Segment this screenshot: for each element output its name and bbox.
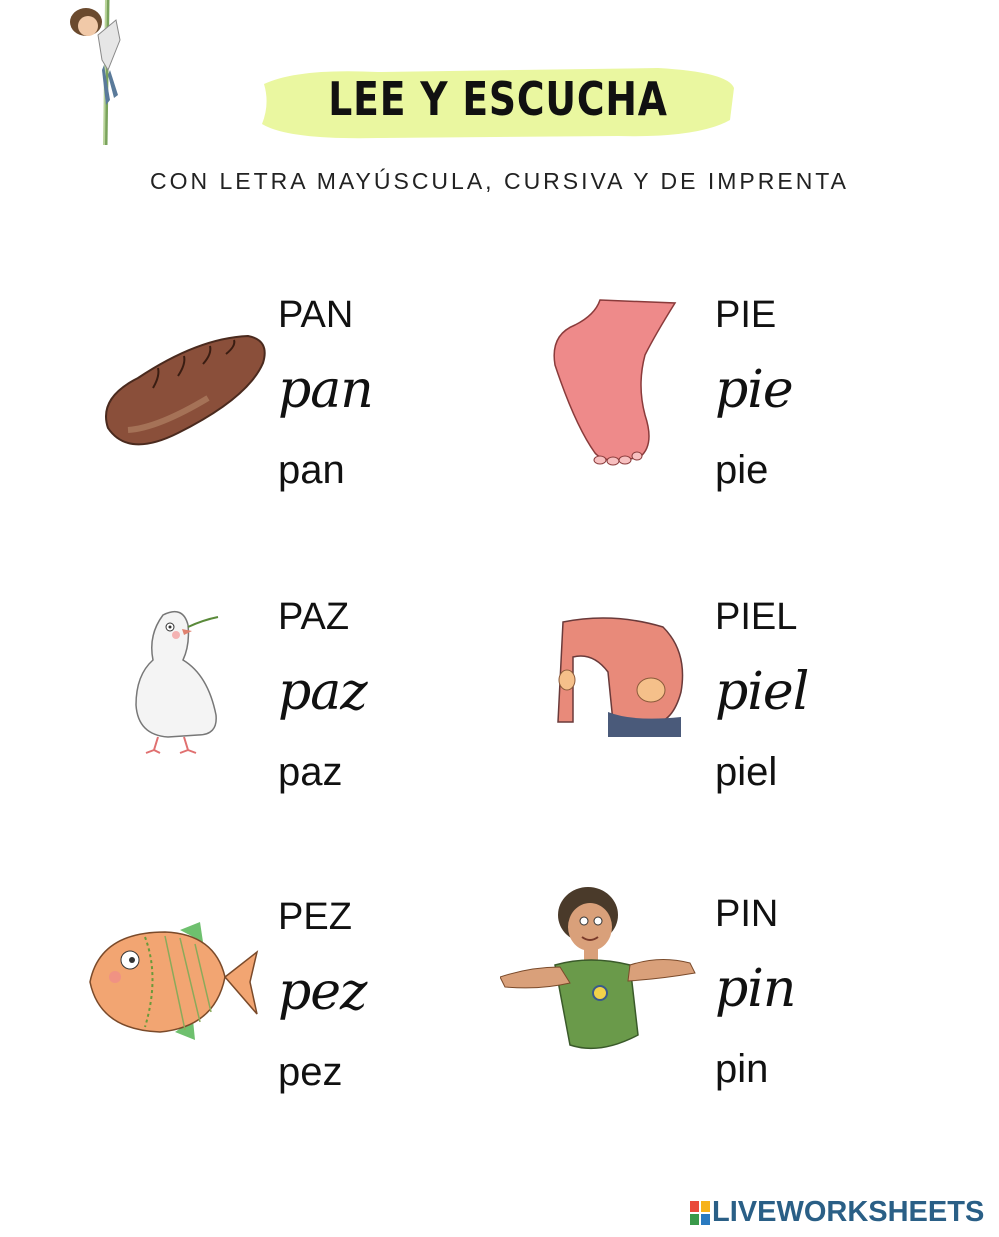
title-banner [258, 58, 738, 146]
logo-icon [690, 1201, 710, 1225]
word-uppercase: PAZ [278, 596, 350, 638]
word-print: pan [278, 448, 345, 492]
foot-icon [545, 295, 680, 470]
skin-elbow-icon [553, 612, 688, 737]
word-cursive: piel [715, 662, 809, 722]
word-cursive: pie [715, 360, 793, 420]
word-uppercase: PEZ [278, 896, 352, 938]
word-print: piel [715, 750, 778, 794]
word-print: pez [278, 1050, 343, 1094]
word-print: pie [715, 448, 769, 492]
dove-icon [128, 605, 228, 755]
word-print: pin [715, 1047, 769, 1091]
word-cursive: pez [278, 962, 367, 1022]
word-cursive: pin [715, 959, 796, 1019]
word-uppercase: PIEL [715, 596, 798, 638]
word-cursive: pan [278, 360, 373, 420]
brand-name: LIVEWORKSHEETS [712, 1196, 985, 1228]
word-uppercase: PIE [715, 294, 777, 336]
girl-climbing-rope-illustration [58, 0, 153, 145]
word-uppercase: PIN [715, 893, 779, 935]
woman-with-pin-icon [500, 885, 700, 1070]
word-uppercase: PAN [278, 294, 354, 336]
page-subtitle: CON LETRA MAYÚSCULA, CURSIVA Y DE IMPRENTA [149, 168, 849, 194]
bread-loaf-icon [98, 318, 268, 458]
page-title: LEE Y ESCUCHA [328, 72, 668, 126]
word-cursive: paz [278, 662, 367, 722]
word-print: paz [278, 750, 343, 794]
liveworksheets-logo[interactable] [690, 1196, 990, 1230]
fish-icon [85, 922, 260, 1042]
